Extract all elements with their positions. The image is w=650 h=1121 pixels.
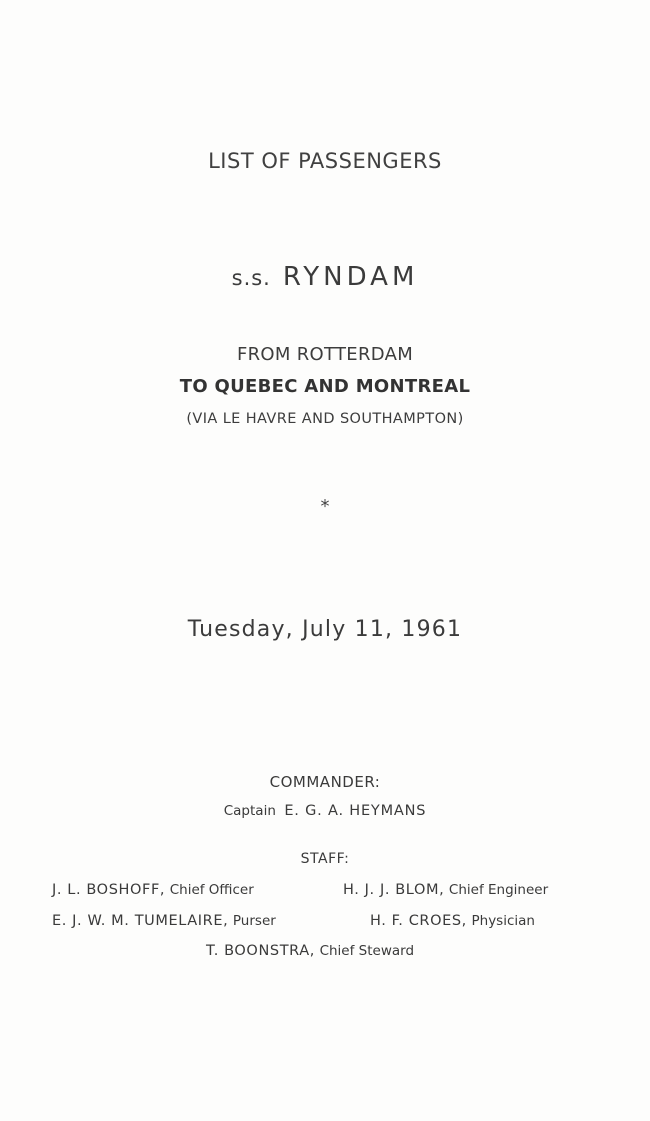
ship-name: RYNDAM xyxy=(282,262,419,292)
staff-member xyxy=(52,882,254,898)
ship-prefix: s.s. xyxy=(231,266,271,290)
document-heading: LIST OF PASSENGERS xyxy=(208,149,442,173)
commander-label: COMMANDER: xyxy=(269,773,381,791)
route-via: (VIA LE HAVRE AND SOUTHAMPTON) xyxy=(186,411,464,427)
staff-member-role: Chief Steward xyxy=(319,943,415,959)
staff-member-name: H. F. CROES, xyxy=(370,913,467,929)
staff-member xyxy=(0,943,620,959)
staff-member xyxy=(52,913,276,929)
sailing-date: Tuesday, July 11, 1961 xyxy=(187,617,463,642)
staff-member-name: H. J. J. BLOM, xyxy=(343,882,445,898)
commander-title: Captain xyxy=(223,803,276,819)
ship-title xyxy=(0,262,650,292)
staff-member-name: J. L. BOSHOFF, xyxy=(52,882,166,898)
staff-member-role: Chief Officer xyxy=(169,882,254,898)
route-to: TO QUEBEC AND MONTREAL xyxy=(179,376,471,397)
staff-member-name: T. BOONSTRA, xyxy=(205,943,315,959)
staff-member xyxy=(370,913,535,929)
staff-label: STAFF: xyxy=(300,851,350,867)
staff-member-role: Chief Engineer xyxy=(448,882,549,898)
staff-member-role: Purser xyxy=(232,913,276,929)
star-ornament-icon: * xyxy=(320,496,330,517)
route-from: FROM ROTTERDAM xyxy=(236,344,414,365)
staff-member-role: Physician xyxy=(471,913,535,929)
commander-name-line xyxy=(0,803,650,819)
staff-member-name: E. J. W. M. TUMELAIRE, xyxy=(52,913,229,929)
staff-member xyxy=(343,882,548,898)
commander-name: E. G. A. HEYMANS xyxy=(284,803,427,819)
